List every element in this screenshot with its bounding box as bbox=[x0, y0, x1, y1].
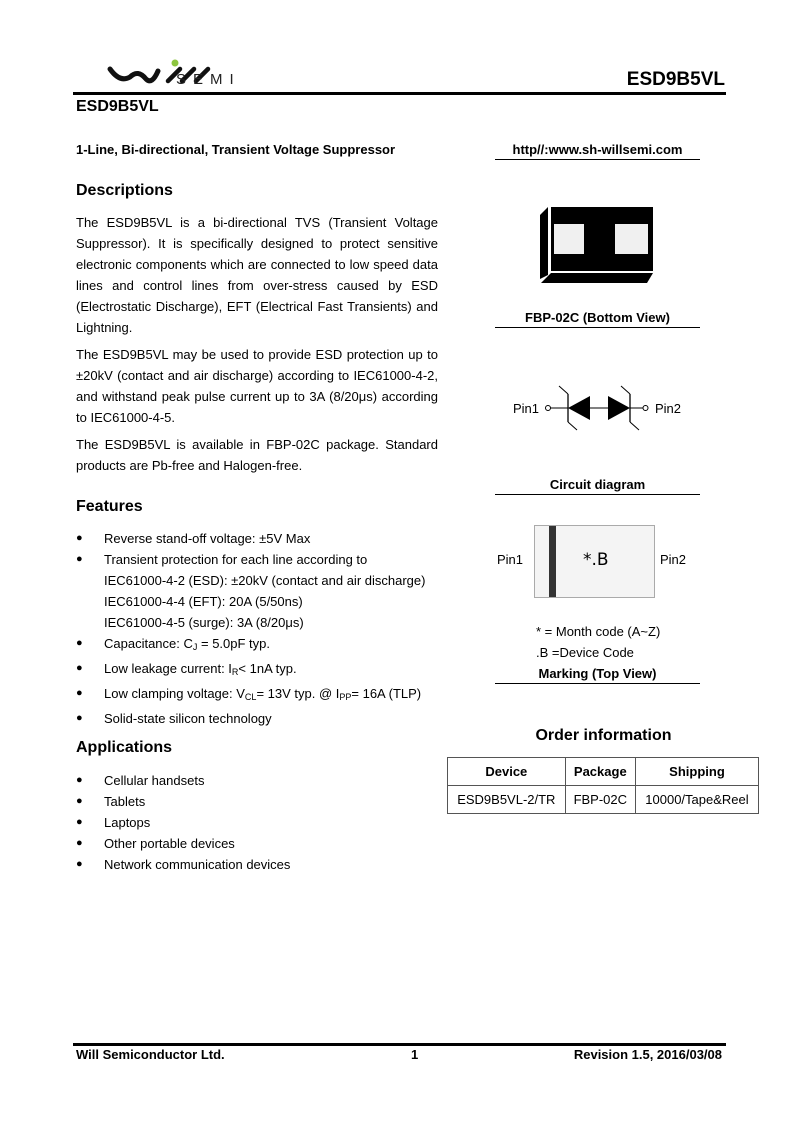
feature-item bbox=[76, 633, 476, 658]
feature-item bbox=[76, 708, 476, 729]
feature-text: ● Transient protection for each line according to bbox=[104, 552, 368, 567]
pad-right bbox=[615, 224, 648, 254]
description-paragraph: The ESD9B5VL is available in FBP-02C package. Standard products are Pb-free and Halogen-free. bbox=[76, 437, 438, 473]
footer-revision: Revision 1.5, 2016/03/08 bbox=[573, 1047, 722, 1062]
marking-legend-device: .B =Device Code bbox=[536, 645, 634, 660]
logo-text: SEMI bbox=[176, 71, 241, 88]
subscript: PP bbox=[339, 692, 352, 702]
marking-package-outline bbox=[534, 525, 655, 598]
feature-text: Solid-state silicon technology bbox=[104, 711, 272, 726]
header-rule bbox=[73, 92, 726, 95]
feature-item bbox=[76, 658, 476, 683]
feature-text: = 13V typ. @ I bbox=[256, 686, 340, 701]
description-paragraph: The ESD9B5VL is a bi-directional TVS (Transient Voltage Suppressor). It is specifically designed to protect sensitive electronic components which are connected to low speed data lines and control lines from over-stress caused by ESD (Electrostatic Discharge), EFT (Electrical Fast Transients) and Lightning. bbox=[76, 215, 438, 335]
cell-shipping: 10000/Tape&Reel bbox=[635, 786, 758, 814]
column-header-package: Package bbox=[565, 758, 635, 786]
description-paragraph: The ESD9B5VL may be used to provide ESD protection up to ±20kV (contact and air discharge) according to IEC61000-4-2, and withstand peak pulse current up to 3A (8/20μs) according to IEC61000-4-5. bbox=[76, 347, 438, 425]
marking-pin1-label: Pin1 bbox=[497, 552, 524, 567]
marking-legend-month: * = Month code (A~Z) bbox=[536, 624, 661, 639]
feature-text: IEC61000-4-4 (EFT): 20A (5/50ns) bbox=[104, 594, 303, 609]
circuit-pin2-label: Pin2 bbox=[655, 401, 682, 416]
cell-device: ESD9B5VL-2/TR bbox=[448, 786, 566, 814]
application-item: ● Tablets bbox=[76, 791, 476, 812]
applications-list bbox=[76, 770, 476, 875]
feature-item bbox=[76, 683, 476, 708]
subscript: CL bbox=[244, 692, 257, 702]
application-item: ● Other portable devices bbox=[76, 833, 476, 854]
order-table bbox=[447, 757, 759, 814]
descriptions-heading: Descriptions bbox=[76, 182, 173, 199]
order-info-heading: Order information bbox=[535, 727, 672, 744]
application-item: ● Laptops bbox=[76, 812, 476, 833]
feature-text: Low clamping voltage: V bbox=[104, 686, 245, 701]
table-header-row bbox=[448, 758, 759, 786]
feature-item bbox=[76, 528, 476, 549]
subscript: R bbox=[231, 667, 239, 677]
column-header-device: Device bbox=[448, 758, 566, 786]
logo-dot-icon bbox=[172, 60, 179, 67]
package-bottom-view-drawing bbox=[535, 203, 660, 283]
feature-text: IEC61000-4-2 (ESD): ±20kV (contact and air discharge) bbox=[104, 573, 426, 588]
tvs-diode-symbol-icon bbox=[540, 382, 655, 434]
marking-pin2-label: Pin2 bbox=[660, 552, 687, 567]
feature-text: < 1nA typ. bbox=[238, 661, 297, 676]
marking-caption: Marking (Top View) bbox=[495, 666, 700, 684]
marking-code: *.B bbox=[583, 550, 609, 570]
column-header-shipping: Shipping bbox=[635, 758, 758, 786]
footer-company: Will Semiconductor Ltd. bbox=[76, 1047, 225, 1062]
feature-text: = 5.0pF typ. bbox=[197, 636, 271, 651]
header-part-number: ESD9B5VL bbox=[626, 69, 725, 90]
feature-text: Reverse stand-off voltage: ±5V Max bbox=[104, 531, 311, 546]
table-row bbox=[448, 786, 759, 814]
circuit-caption: Circuit diagram bbox=[495, 477, 700, 495]
circuit-pin1-label: Pin1 bbox=[513, 401, 540, 416]
features-list bbox=[76, 528, 476, 729]
feature-text: Low leakage current: I bbox=[104, 661, 232, 676]
features-heading: Features bbox=[76, 498, 143, 515]
application-item: ● Network communication devices bbox=[76, 854, 476, 875]
feature-text: IEC61000-4-5 (surge): 3A (8/20μs) bbox=[104, 615, 304, 630]
pad-left bbox=[554, 224, 584, 254]
pin1-band bbox=[549, 526, 556, 597]
footer-rule bbox=[73, 1043, 726, 1046]
application-item: ● Cellular handsets bbox=[76, 770, 476, 791]
document-title: ESD9B5VL bbox=[76, 98, 159, 115]
product-tagline: 1-Line, Bi-directional, Transient Voltage Suppressor bbox=[76, 142, 396, 157]
descriptions-body bbox=[76, 212, 438, 476]
applications-heading: Applications bbox=[76, 739, 173, 756]
package-caption: FBP-02C (Bottom View) bbox=[495, 310, 700, 328]
cell-package: FBP-02C bbox=[565, 786, 635, 814]
page-number: 1 bbox=[411, 1047, 419, 1062]
subscript: J bbox=[192, 642, 198, 652]
feature-item bbox=[76, 549, 476, 633]
feature-text: = 16A (TLP) bbox=[351, 686, 422, 701]
website-link[interactable]: http//:www.sh-willsemi.com bbox=[495, 142, 700, 160]
feature-text: Capacitance: C bbox=[104, 636, 193, 651]
